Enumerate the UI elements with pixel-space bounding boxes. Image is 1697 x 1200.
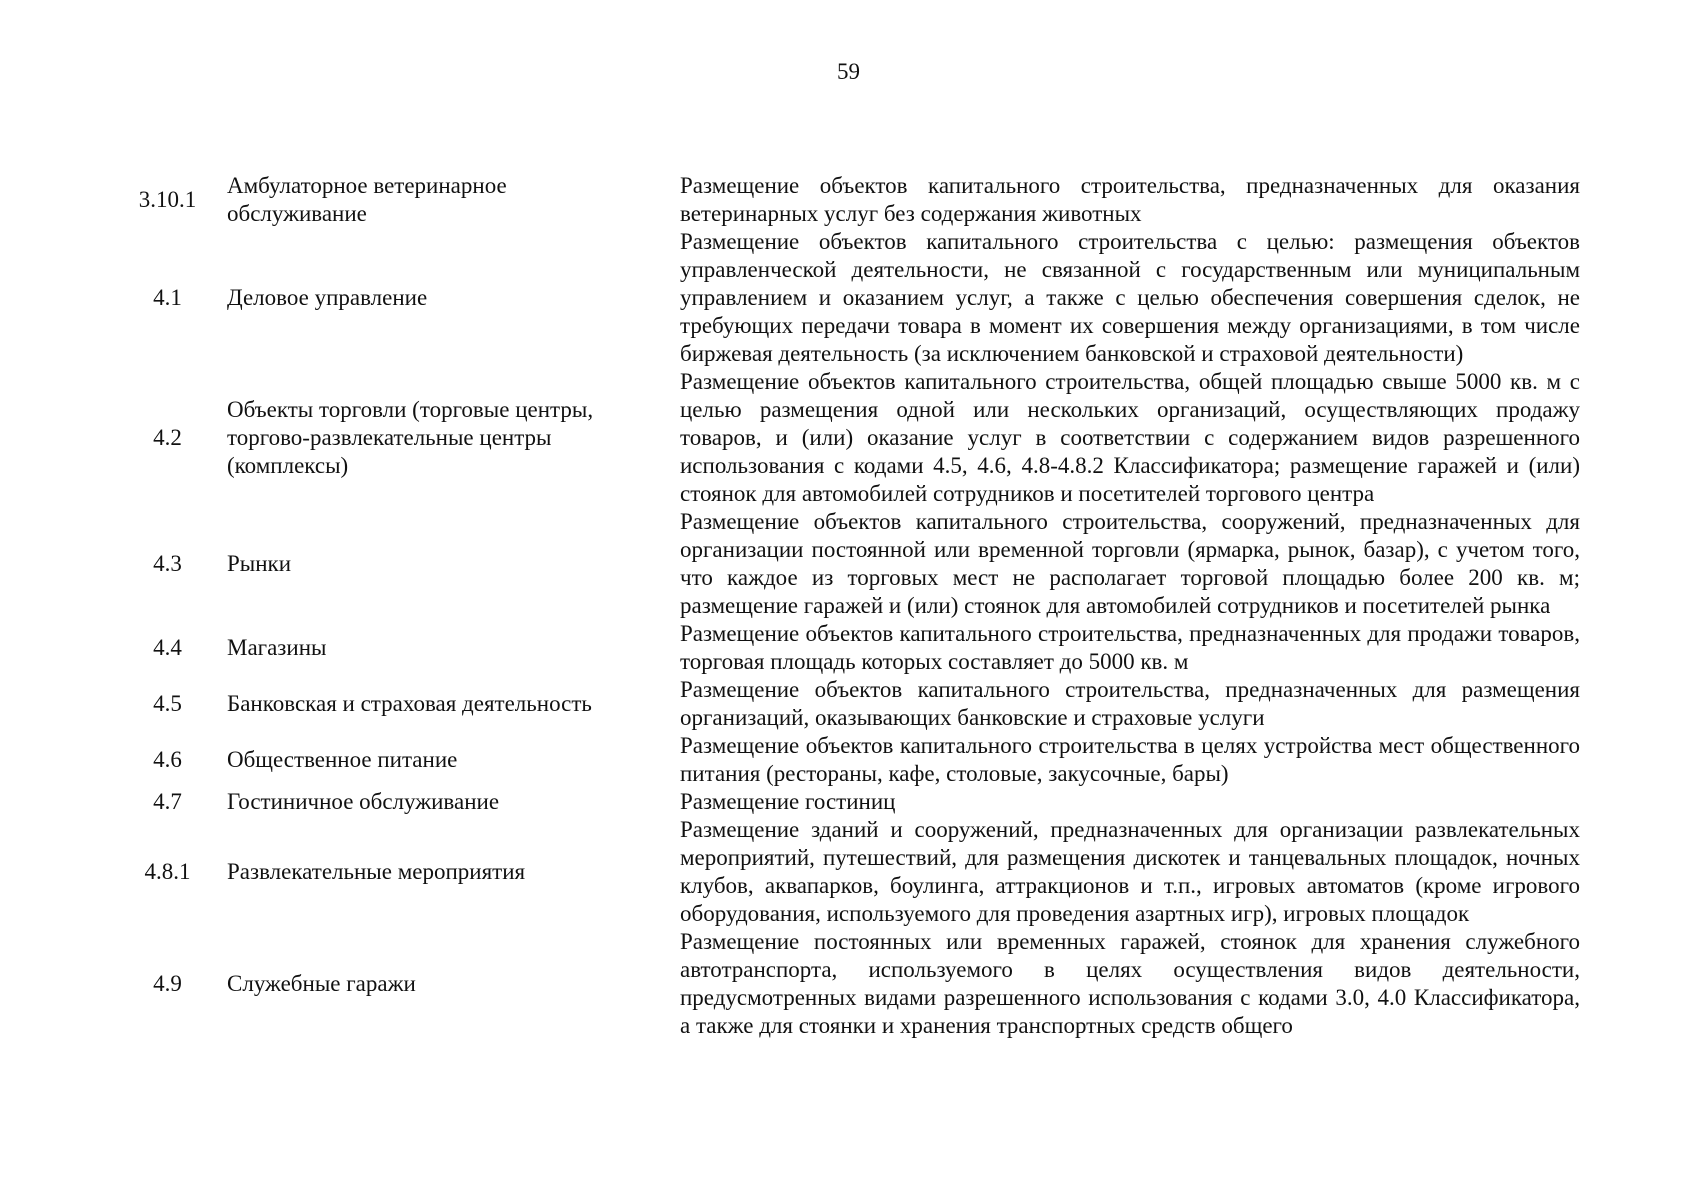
row-description: Размещение гостиниц (680, 789, 896, 814)
table-row (120, 928, 1580, 1040)
row-description: Размещение зданий и сооружений, предназначенных для организации развлекательных мероприятий, путешествий, для размещения дискотек и танцевальных площадок, ночных клубов, аквапарков, боулинга, аттракционов и т.п., игровых автоматов (кроме игрового оборудования, используемого для проведения азартных игр), игровых площадок (680, 817, 1580, 926)
row-name-text: Развлекательные мероприятия (227, 859, 526, 884)
row-name-text: Объекты торговли (торговые центры, торгово-развлекательные центры (комплексы) (227, 397, 594, 478)
row-name-text: Общественное питание (227, 747, 458, 772)
row-name-text: Амбулаторное ветеринарное обслуживание (227, 173, 507, 226)
row-code: 4.6 (153, 747, 182, 772)
page-number: 59 (837, 59, 860, 84)
row-name (215, 816, 680, 928)
row-description: Размещение объектов капитального строительства, сооружений, предназначенных для организации постоянной или временной торговли (ярмарка, рынок, базар), с учетом того, что каждое из торговых мест не располагает торговой площадью более 200 кв. м; размещение гаражей и (или) стоянок для автомобилей сотрудников и посетителей рынка (680, 509, 1580, 618)
table-row (120, 732, 1580, 788)
row-name-text: Гостиничное обслуживание (227, 789, 500, 814)
table-row (120, 676, 1580, 732)
row-description: Размещение объектов капитального строительства, общей площадью свыше 5000 кв. м с целью размещения одной или нескольких организаций, осуществляющих продажу товаров, и (или) оказание услуг в соответствии с содержанием видов разрешенного использования с кодами 4.5, 4.6, 4.8-4.8.2 Классификатора; размещение гаражей и (или) стоянок для автомобилей сотрудников и посетителей торгового центра (680, 369, 1580, 506)
row-description: Размещение объектов капитального строительства в целях устройства мест общественного питания (рестораны, кафе, столовые, закусочные, бары) (680, 733, 1580, 786)
table-row (120, 816, 1580, 928)
row-code: 4.5 (153, 691, 182, 716)
row-code: 4.7 (153, 789, 182, 814)
row-name-text: Банковская и страховая деятельность (227, 691, 592, 716)
table-row (120, 788, 1580, 816)
row-code: 4.4 (153, 635, 182, 660)
row-code: 4.1 (153, 285, 182, 310)
row-name (215, 228, 680, 368)
row-name (215, 788, 680, 816)
row-code: 4.2 (153, 425, 182, 450)
row-code: 4.8.1 (144, 859, 191, 884)
table-row (120, 172, 1580, 228)
row-code: 4.3 (153, 551, 182, 576)
row-name (215, 732, 680, 788)
row-name-text: Деловое управление (227, 285, 428, 310)
row-name (215, 368, 680, 508)
table-row (120, 368, 1580, 508)
table-row (120, 228, 1580, 368)
row-name (215, 620, 680, 676)
row-description: Размещение объектов капитального строительства, предназначенных для размещения организаций, оказывающих банковские и страховые услуги (680, 677, 1580, 730)
row-description: Размещение объектов капитального строительства, предназначенных для оказания ветеринарных услуг без содержания животных (680, 173, 1580, 226)
row-code: 4.9 (153, 971, 182, 996)
land-use-table (120, 172, 1580, 1040)
row-name (215, 676, 680, 732)
row-name (215, 928, 680, 1040)
row-code: 3.10.1 (138, 187, 197, 212)
row-description: Размещение объектов капитального строительства с целью: размещения объектов управленческой деятельности, не связанной с государственным или муниципальным управлением и оказанием услуг, а также с целью обеспечения совершения сделок, не требующих передачи товара в момент их совершения между организациями, в том числе биржевая деятельность (за исключением банковской и страховой деятельности) (680, 229, 1580, 366)
row-name-text: Магазины (227, 635, 327, 660)
table-row (120, 620, 1580, 676)
row-description: Размещение постоянных или временных гаражей, стоянок для хранения служебного автотранспорта, используемого в целях осуществления видов деятельности, предусмотренных видами разрешенного использования с кодами 3.0, 4.0 Классификатора, а также для стоянки и хранения транспортных средств общего (680, 929, 1580, 1038)
row-description: Размещение объектов капитального строительства, предназначенных для продажи товаров, торговая площадь которых составляет до 5000 кв. м (680, 621, 1580, 674)
table-row (120, 508, 1580, 620)
row-name-text: Служебные гаражи (227, 971, 416, 996)
row-name (215, 172, 680, 228)
row-name-text: Рынки (227, 551, 292, 576)
row-name (215, 508, 680, 620)
